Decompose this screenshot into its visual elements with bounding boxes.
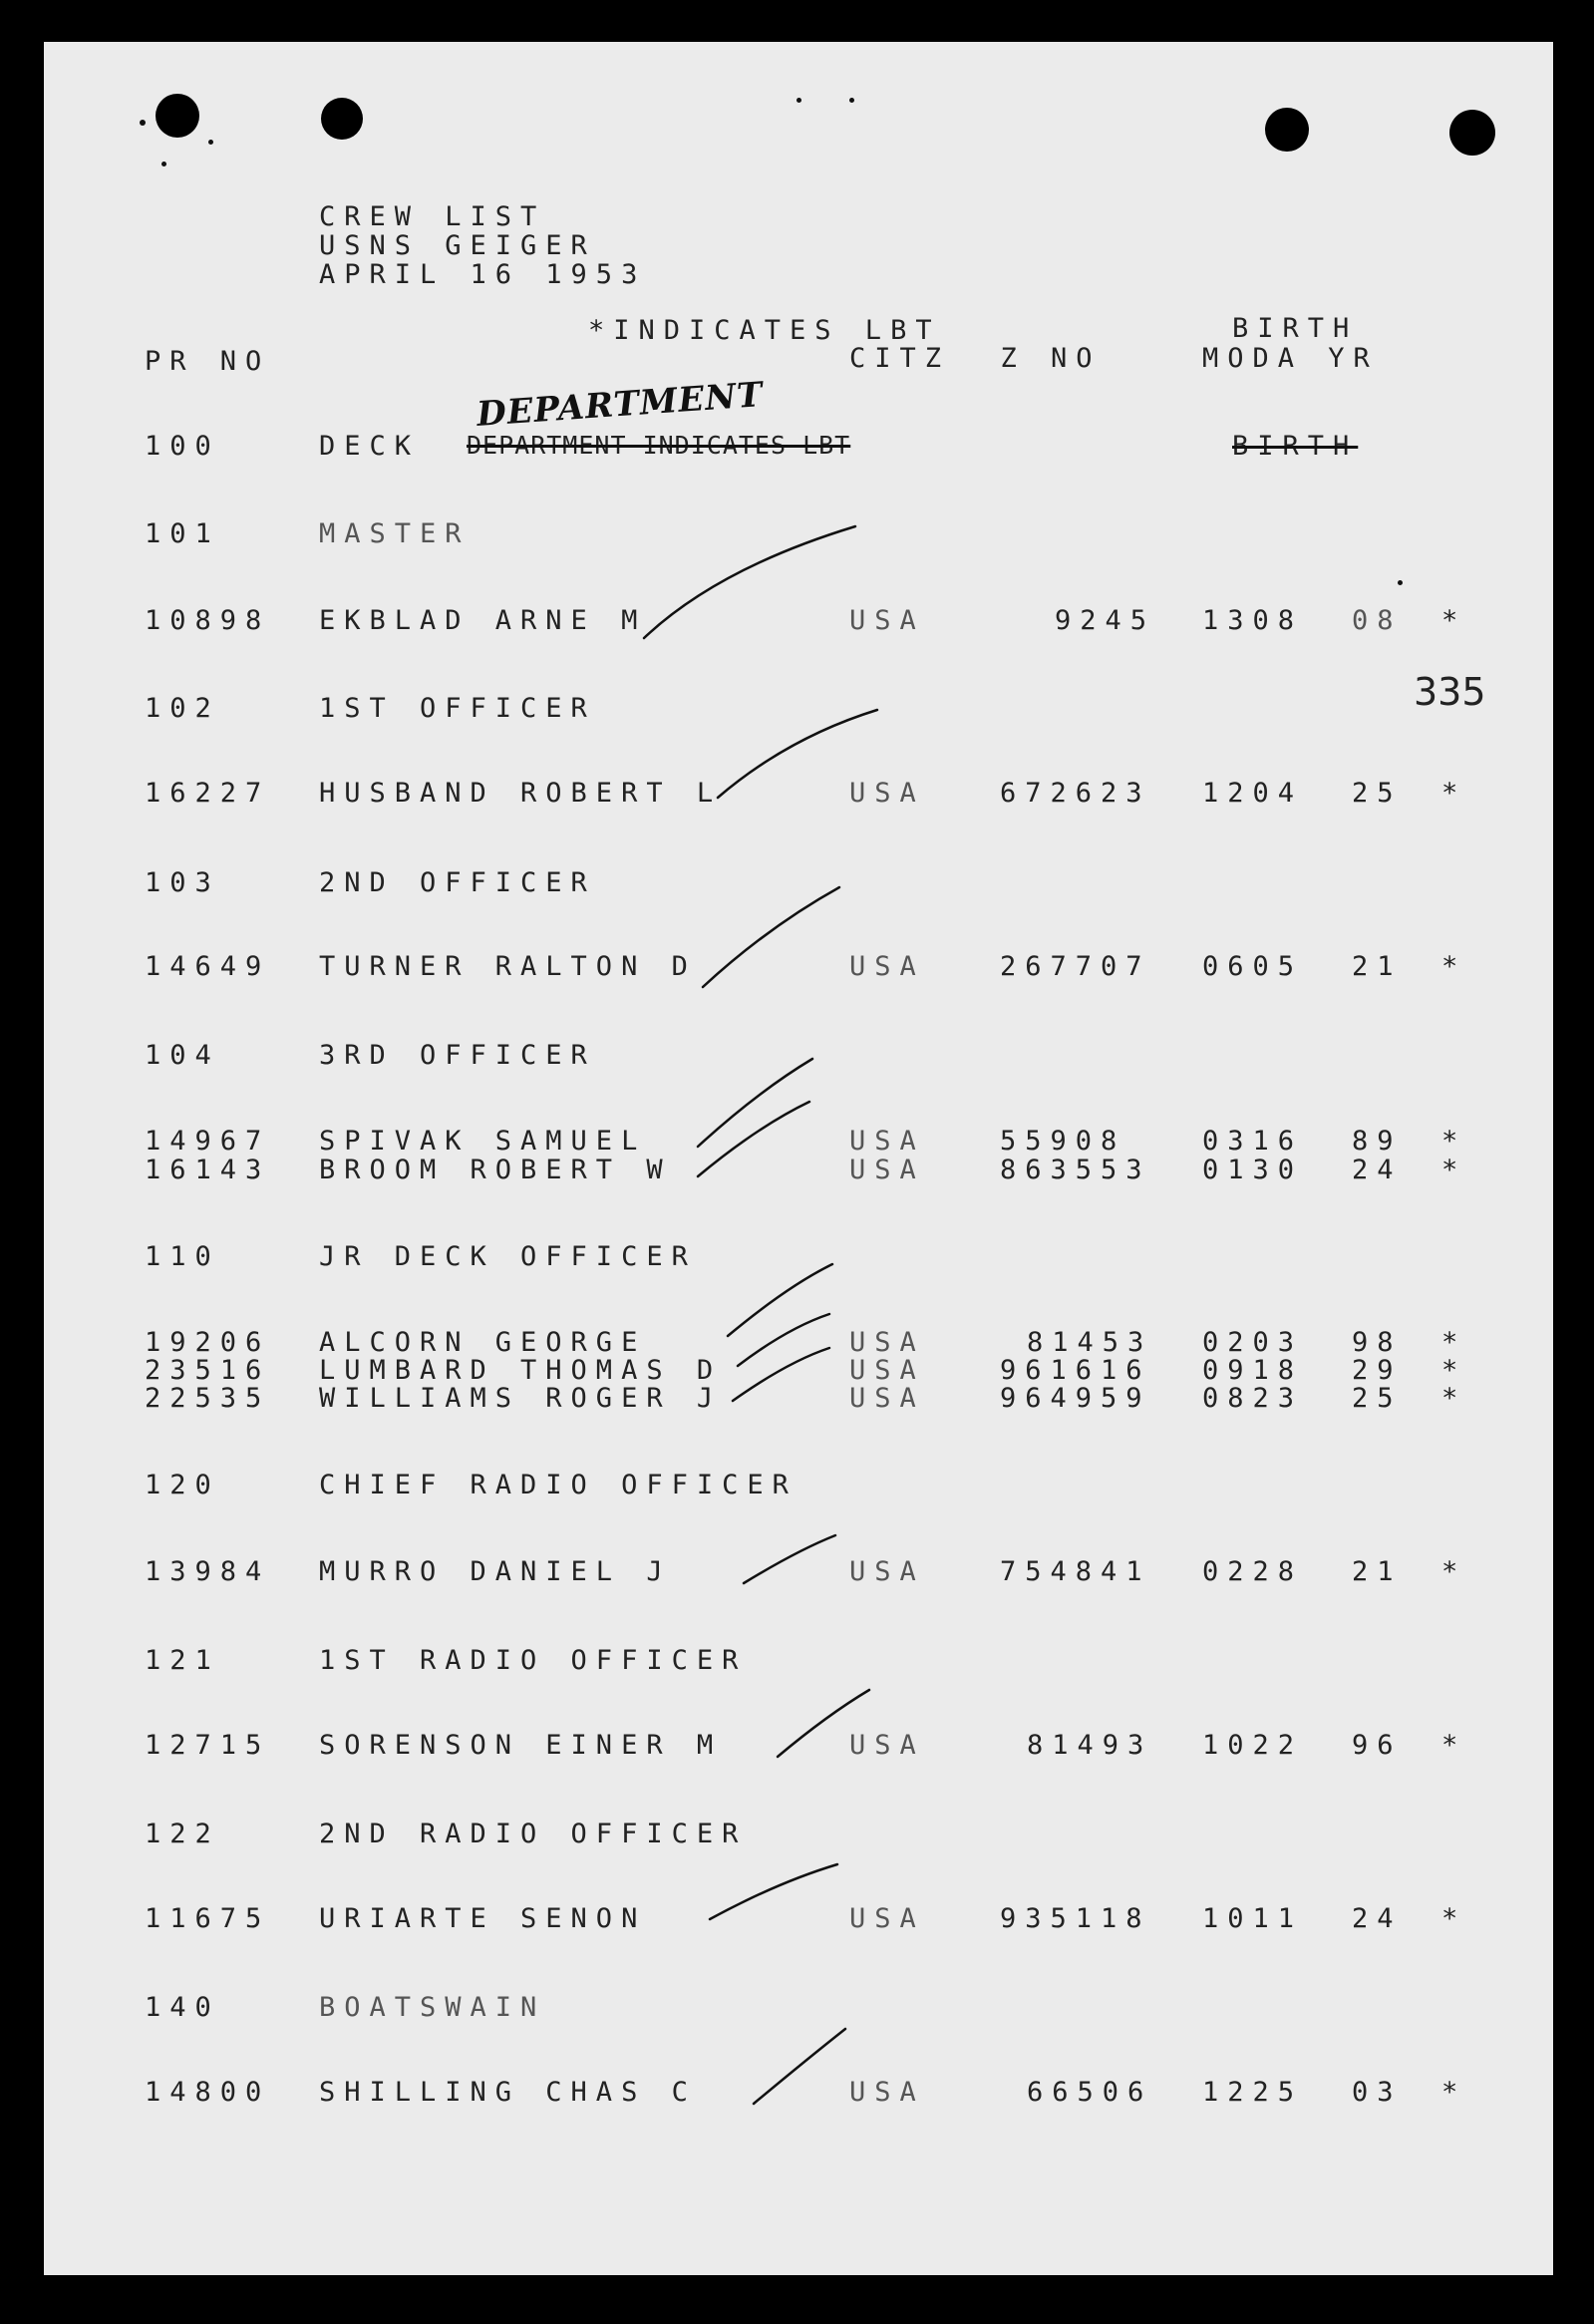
row-pr: 22535: [145, 1383, 271, 1414]
dept-struck-birth: BIRTH: [1232, 431, 1359, 462]
row-yr: 21: [1352, 1556, 1403, 1587]
row-citz: USA: [849, 778, 925, 809]
row-zno: 863553: [1000, 1155, 1151, 1185]
check-mark: [778, 1690, 869, 1757]
row-zno: 267707: [1000, 951, 1151, 982]
row-mark: *: [1441, 1903, 1467, 1934]
row-name: WILLIAMS ROGER J: [319, 1383, 723, 1414]
check-mark: [698, 1102, 809, 1176]
row-name: SORENSON EINER M: [319, 1730, 723, 1761]
check-mark: [744, 1535, 835, 1583]
dept-pr: 100: [145, 431, 220, 462]
header-birth: BIRTH: [1232, 313, 1359, 344]
handwritten-department: DEPARTMENT: [475, 375, 765, 435]
row-mark: *: [1441, 1327, 1467, 1358]
row-pr: 120: [145, 1470, 220, 1500]
row-yr: 29: [1352, 1355, 1403, 1386]
row-mark: *: [1441, 1730, 1467, 1761]
row-mark: *: [1441, 1383, 1467, 1414]
row-mark: *: [1441, 605, 1467, 636]
row-pr: 23516: [145, 1355, 271, 1386]
row-yr: 96: [1352, 1730, 1403, 1761]
row-mark: *: [1441, 951, 1467, 982]
row-pr: 14649: [145, 951, 271, 982]
row-pr: 121: [145, 1645, 220, 1676]
row-yr: 98: [1352, 1327, 1403, 1358]
row-yr: 25: [1352, 778, 1403, 809]
row-zno: 9245: [1055, 605, 1156, 636]
row-citz: USA: [849, 1383, 925, 1414]
header-pr-no: PR NO: [145, 346, 271, 377]
row-zno: 961616: [1000, 1355, 1151, 1386]
row-name: LUMBARD THOMAS D: [319, 1355, 723, 1386]
row-title: 1ST OFFICER: [319, 693, 596, 724]
row-citz: USA: [849, 1126, 925, 1157]
check-mark: [738, 1314, 829, 1366]
check-mark: [644, 526, 855, 638]
row-citz: USA: [849, 1155, 925, 1185]
row-pr: 110: [145, 1241, 220, 1272]
row-mark: *: [1441, 2077, 1467, 2108]
row-yr: 25: [1352, 1383, 1403, 1414]
dept-struck-text: DEPARTMENT INDICATES LBT: [467, 431, 851, 460]
row-pr: 13984: [145, 1556, 271, 1587]
row-moda: 1308: [1202, 605, 1304, 636]
row-zno: 81493: [1027, 1730, 1153, 1761]
row-yr: 08: [1352, 605, 1403, 636]
row-pr: 14967: [145, 1126, 271, 1157]
row-zno: 754841: [1000, 1556, 1151, 1587]
row-yr: 24: [1352, 1903, 1403, 1934]
row-mark: *: [1441, 1355, 1467, 1386]
header-ship: USNS GEIGER: [319, 230, 596, 261]
row-name: SHILLING CHAS C: [319, 2077, 697, 2108]
row-pr: 10898: [145, 605, 271, 636]
row-zno: 55908: [1000, 1126, 1126, 1157]
row-citz: USA: [849, 605, 925, 636]
row-title: 1ST RADIO OFFICER: [319, 1645, 748, 1676]
row-pr: 19206: [145, 1327, 271, 1358]
row-zno: 81453: [1027, 1327, 1153, 1358]
row-name: MURRO DANIEL J: [319, 1556, 672, 1587]
row-pr: 104: [145, 1040, 220, 1071]
row-moda: 0605: [1202, 951, 1304, 982]
page-number: 335: [1414, 670, 1486, 714]
row-name: TURNER RALTON D: [319, 951, 697, 982]
row-title: 2ND RADIO OFFICER: [319, 1819, 748, 1849]
row-citz: USA: [849, 1730, 925, 1761]
row-name: HUSBAND ROBERT L: [319, 778, 723, 809]
row-yr: 89: [1352, 1126, 1403, 1157]
row-pr: 101: [145, 518, 220, 549]
row-moda: 1011: [1202, 1903, 1304, 1934]
check-mark: [710, 1864, 837, 1919]
row-citz: USA: [849, 1903, 925, 1934]
row-moda: 0823: [1202, 1383, 1304, 1414]
row-title: MASTER: [319, 518, 471, 549]
row-name: BROOM ROBERT W: [319, 1155, 672, 1185]
dept-name: DECK: [319, 431, 421, 462]
row-pr: 16143: [145, 1155, 271, 1185]
row-moda: 0316: [1202, 1126, 1304, 1157]
row-moda: 1022: [1202, 1730, 1304, 1761]
row-yr: 03: [1352, 2077, 1403, 2108]
row-citz: USA: [849, 1327, 925, 1358]
row-citz: USA: [849, 951, 925, 982]
row-citz: USA: [849, 1556, 925, 1587]
row-pr: 16227: [145, 778, 271, 809]
row-pr: 122: [145, 1819, 220, 1849]
row-pr: 12715: [145, 1730, 271, 1761]
row-zno: 66506: [1027, 2077, 1153, 2108]
row-name: EKBLAD ARNE M: [319, 605, 647, 636]
row-moda: 0130: [1202, 1155, 1304, 1185]
row-title: 3RD OFFICER: [319, 1040, 596, 1071]
row-pr: 14800: [145, 2077, 271, 2108]
row-name: URIARTE SENON: [319, 1903, 647, 1934]
row-title: JR DECK OFFICER: [319, 1241, 697, 1272]
row-yr: 24: [1352, 1155, 1403, 1185]
row-title: BOATSWAIN: [319, 1992, 546, 2023]
check-mark: [718, 710, 877, 798]
check-mark: [733, 1348, 829, 1401]
check-mark: [703, 887, 839, 987]
row-moda: 0228: [1202, 1556, 1304, 1587]
row-zno: 964959: [1000, 1383, 1151, 1414]
row-mark: *: [1441, 1556, 1467, 1587]
row-pr: 103: [145, 867, 220, 898]
row-moda: 1204: [1202, 778, 1304, 809]
row-pr: 11675: [145, 1903, 271, 1934]
header-citz-zno: CITZ Z NO: [849, 343, 1102, 374]
check-mark: [728, 1264, 832, 1336]
row-moda: 1225: [1202, 2077, 1304, 2108]
row-title: 2ND OFFICER: [319, 867, 596, 898]
row-title: CHIEF RADIO OFFICER: [319, 1470, 797, 1500]
row-yr: 21: [1352, 951, 1403, 982]
row-name: ALCORN GEORGE: [319, 1327, 647, 1358]
check-mark: [754, 2029, 845, 2104]
row-moda: 0203: [1202, 1327, 1304, 1358]
row-pr: 102: [145, 693, 220, 724]
row-moda: 0918: [1202, 1355, 1304, 1386]
row-citz: USA: [849, 1355, 925, 1386]
row-mark: *: [1441, 1155, 1467, 1185]
row-name: SPIVAK SAMUEL: [319, 1126, 647, 1157]
row-mark: *: [1441, 778, 1467, 809]
header-title: CREW LIST: [319, 201, 546, 232]
header-moda-yr: MODA YR: [1202, 343, 1379, 374]
row-zno: 935118: [1000, 1903, 1151, 1934]
header-date: APRIL 16 1953: [319, 259, 647, 290]
row-pr: 140: [145, 1992, 220, 2023]
row-citz: USA: [849, 2077, 925, 2108]
row-zno: 672623: [1000, 778, 1151, 809]
header-indicates-lbt: *INDICATES LBT: [588, 315, 941, 346]
row-mark: *: [1441, 1126, 1467, 1157]
